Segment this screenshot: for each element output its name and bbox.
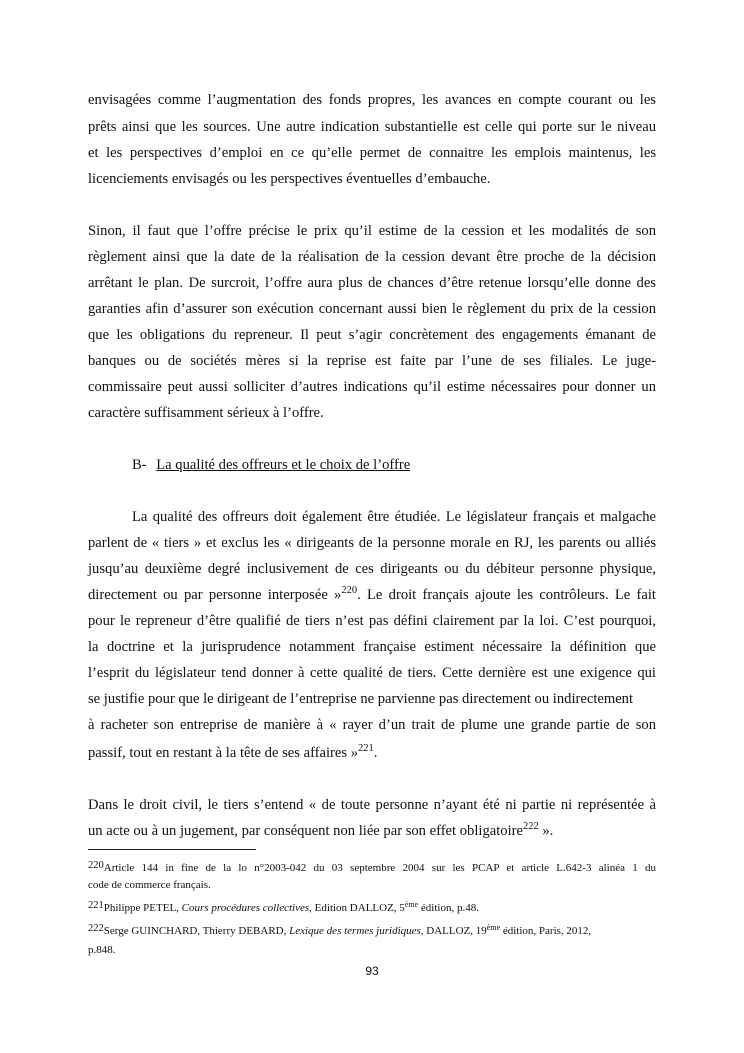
footnote-220-line-2: code de commerce français. <box>88 879 211 891</box>
section-heading-title: La qualité des offreurs et le choix de l’offre <box>156 457 411 473</box>
paragraph-3-line-2: parlent de « tiers » et exclus les « dirigeants de la personne morale en RJ, les parents ou alliés <box>88 535 656 551</box>
paragraph-3-line-4-rest: . Le droit français ajoute les contrôleurs. Le fait <box>357 587 656 603</box>
paragraph-2-line-6: banques ou de sociétés mères si la reprise est faite par l’une de ses filiales. Le juge- <box>88 353 656 369</box>
footnote-ref-222: 222 <box>522 821 539 832</box>
footnote-221-edition: édition, p.48. <box>418 902 479 914</box>
paragraph-1-line-2: prêts ainsi que les sources. Une autre indication substantielle est celle qui porte sur le niveau <box>88 119 656 135</box>
footnote-222-number: 222 <box>88 923 104 934</box>
footnote-220-line-1 <box>88 861 656 876</box>
paragraph-3-line-5: pour le repreneur d’être qualifié de tiers n’est pas défini clairement par la loi. C’est pourquoi, <box>88 613 656 629</box>
paragraph-2-line-8: caractère suffisamment sérieux à l’offre. <box>88 405 324 421</box>
footnote-221-author: Philippe PETEL, <box>103 902 182 914</box>
paragraph-1-line-1: envisagées comme l’augmentation des fonds propres, les avances en compte courant ou les <box>88 92 656 108</box>
paragraph-3-line-10-rest: . <box>373 745 378 761</box>
paragraph-2-line-2: règlement ainsi que la date de la réalisation de la cession devant être proche de la décision <box>88 249 656 265</box>
footnote-ref-220: 220 <box>341 585 358 596</box>
footnote-222-ordinal: ème <box>486 923 501 932</box>
paragraph-3-line-4 <box>88 586 656 606</box>
section-heading-label: B- <box>132 457 147 473</box>
footnote-222-edition: édition, Paris, 2012, <box>500 925 592 937</box>
footnote-222-title: Lexique des termes juridiques <box>289 925 421 937</box>
paragraph-3-line-9: à racheter son entreprise de manière à « rayer d’un trait de plume une grande partie de son <box>88 717 656 733</box>
paragraph-3-line-3: jusqu’au deuxième degré inclusivement de ces dirigeants ou du débiteur personne physique, <box>88 561 656 577</box>
section-heading <box>132 456 410 474</box>
paragraph-2-line-5: que les obligations du repreneur. Il peut s’agir concrètement des engagements émanant de <box>88 327 656 343</box>
footnote-221-number: 221 <box>88 900 104 911</box>
paragraph-3-line-8: se justifie pour que le dirigeant de l’entreprise ne parvienne pas directement ou indirectement <box>88 691 634 707</box>
footnote-220-number: 220 <box>88 860 104 871</box>
paragraph-3-line-4-text: directement ou par personne interposée » <box>88 587 342 603</box>
paragraph-3-line-10-text: passif, tout en restant à la tête de ses affaires » <box>88 745 359 761</box>
footnote-220-text: Article 144 in fine de la lo n°2003-042 du 03 septembre 2004 sur les PCAP et article L.642-3 alinéa 1 du <box>103 862 656 874</box>
footnote-221-title: Cours procédures collectives <box>181 902 310 914</box>
paragraph-2-line-7: commissaire peut aussi solliciter d’autres indications qu’il estime nécessaires pour donner un <box>88 379 656 395</box>
page-number: 93 <box>365 964 379 978</box>
footnote-separator <box>88 849 256 850</box>
footnote-222-author: Serge GUINCHARD, Thierry DEBARD, <box>103 925 290 937</box>
paragraph-2-line-3: arrêtant le plan. De surcroit, l’offre aura plus de chances d’être retenue lorsqu’elle donne des <box>88 275 656 291</box>
paragraph-3-line-1: La qualité des offreurs doit également être étudiée. Le législateur français et malgache <box>132 509 656 525</box>
paragraph-4-line-2-text: un acte ou à un jugement, par conséquent non liée par son effet obligatoire <box>88 823 523 839</box>
paragraph-4-line-2-rest: ». <box>538 823 554 839</box>
paragraph-3-line-7: l’esprit du législateur tend donner à cette qualité de tiers. Cette dernière est une exigence qui <box>88 665 656 681</box>
paragraph-4-line-1: Dans le droit civil, le tiers s’entend « de toute personne n’ayant été ni partie ni représentée à <box>88 797 656 813</box>
paragraph-2-line-1: Sinon, il faut que l’offre précise le prix qu’il estime de la cession et les modalités de son <box>88 223 656 239</box>
footnote-222-line-2: p.848. <box>88 944 116 956</box>
footnote-221 <box>88 901 656 916</box>
footnote-ref-221: 221 <box>358 743 374 754</box>
footnote-221-publisher: , Edition DALLOZ, 5 <box>309 902 405 914</box>
footnote-221-ordinal: ème <box>404 900 419 909</box>
footnote-222-line-1 <box>88 924 656 939</box>
paragraph-3-line-6: la doctrine et la jurisprudence notamment française estiment nécessaire la définition que <box>88 639 656 655</box>
paragraph-4-line-2 <box>88 822 656 842</box>
paragraph-1-line-4: licenciements envisagés ou les perspectives éventuelles d’embauche. <box>88 171 491 187</box>
footnote-222-publisher: , DALLOZ, 19 <box>420 925 487 937</box>
paragraph-3-line-10 <box>88 744 656 764</box>
paragraph-2-line-4: garanties afin d’assurer son exécution concernant aussi bien le règlement du prix de la cession <box>88 301 656 317</box>
paragraph-1-line-3: et les perspectives d’emploi en ce qu’elle permet de connaitre les emplois maintenus, les <box>88 145 656 161</box>
